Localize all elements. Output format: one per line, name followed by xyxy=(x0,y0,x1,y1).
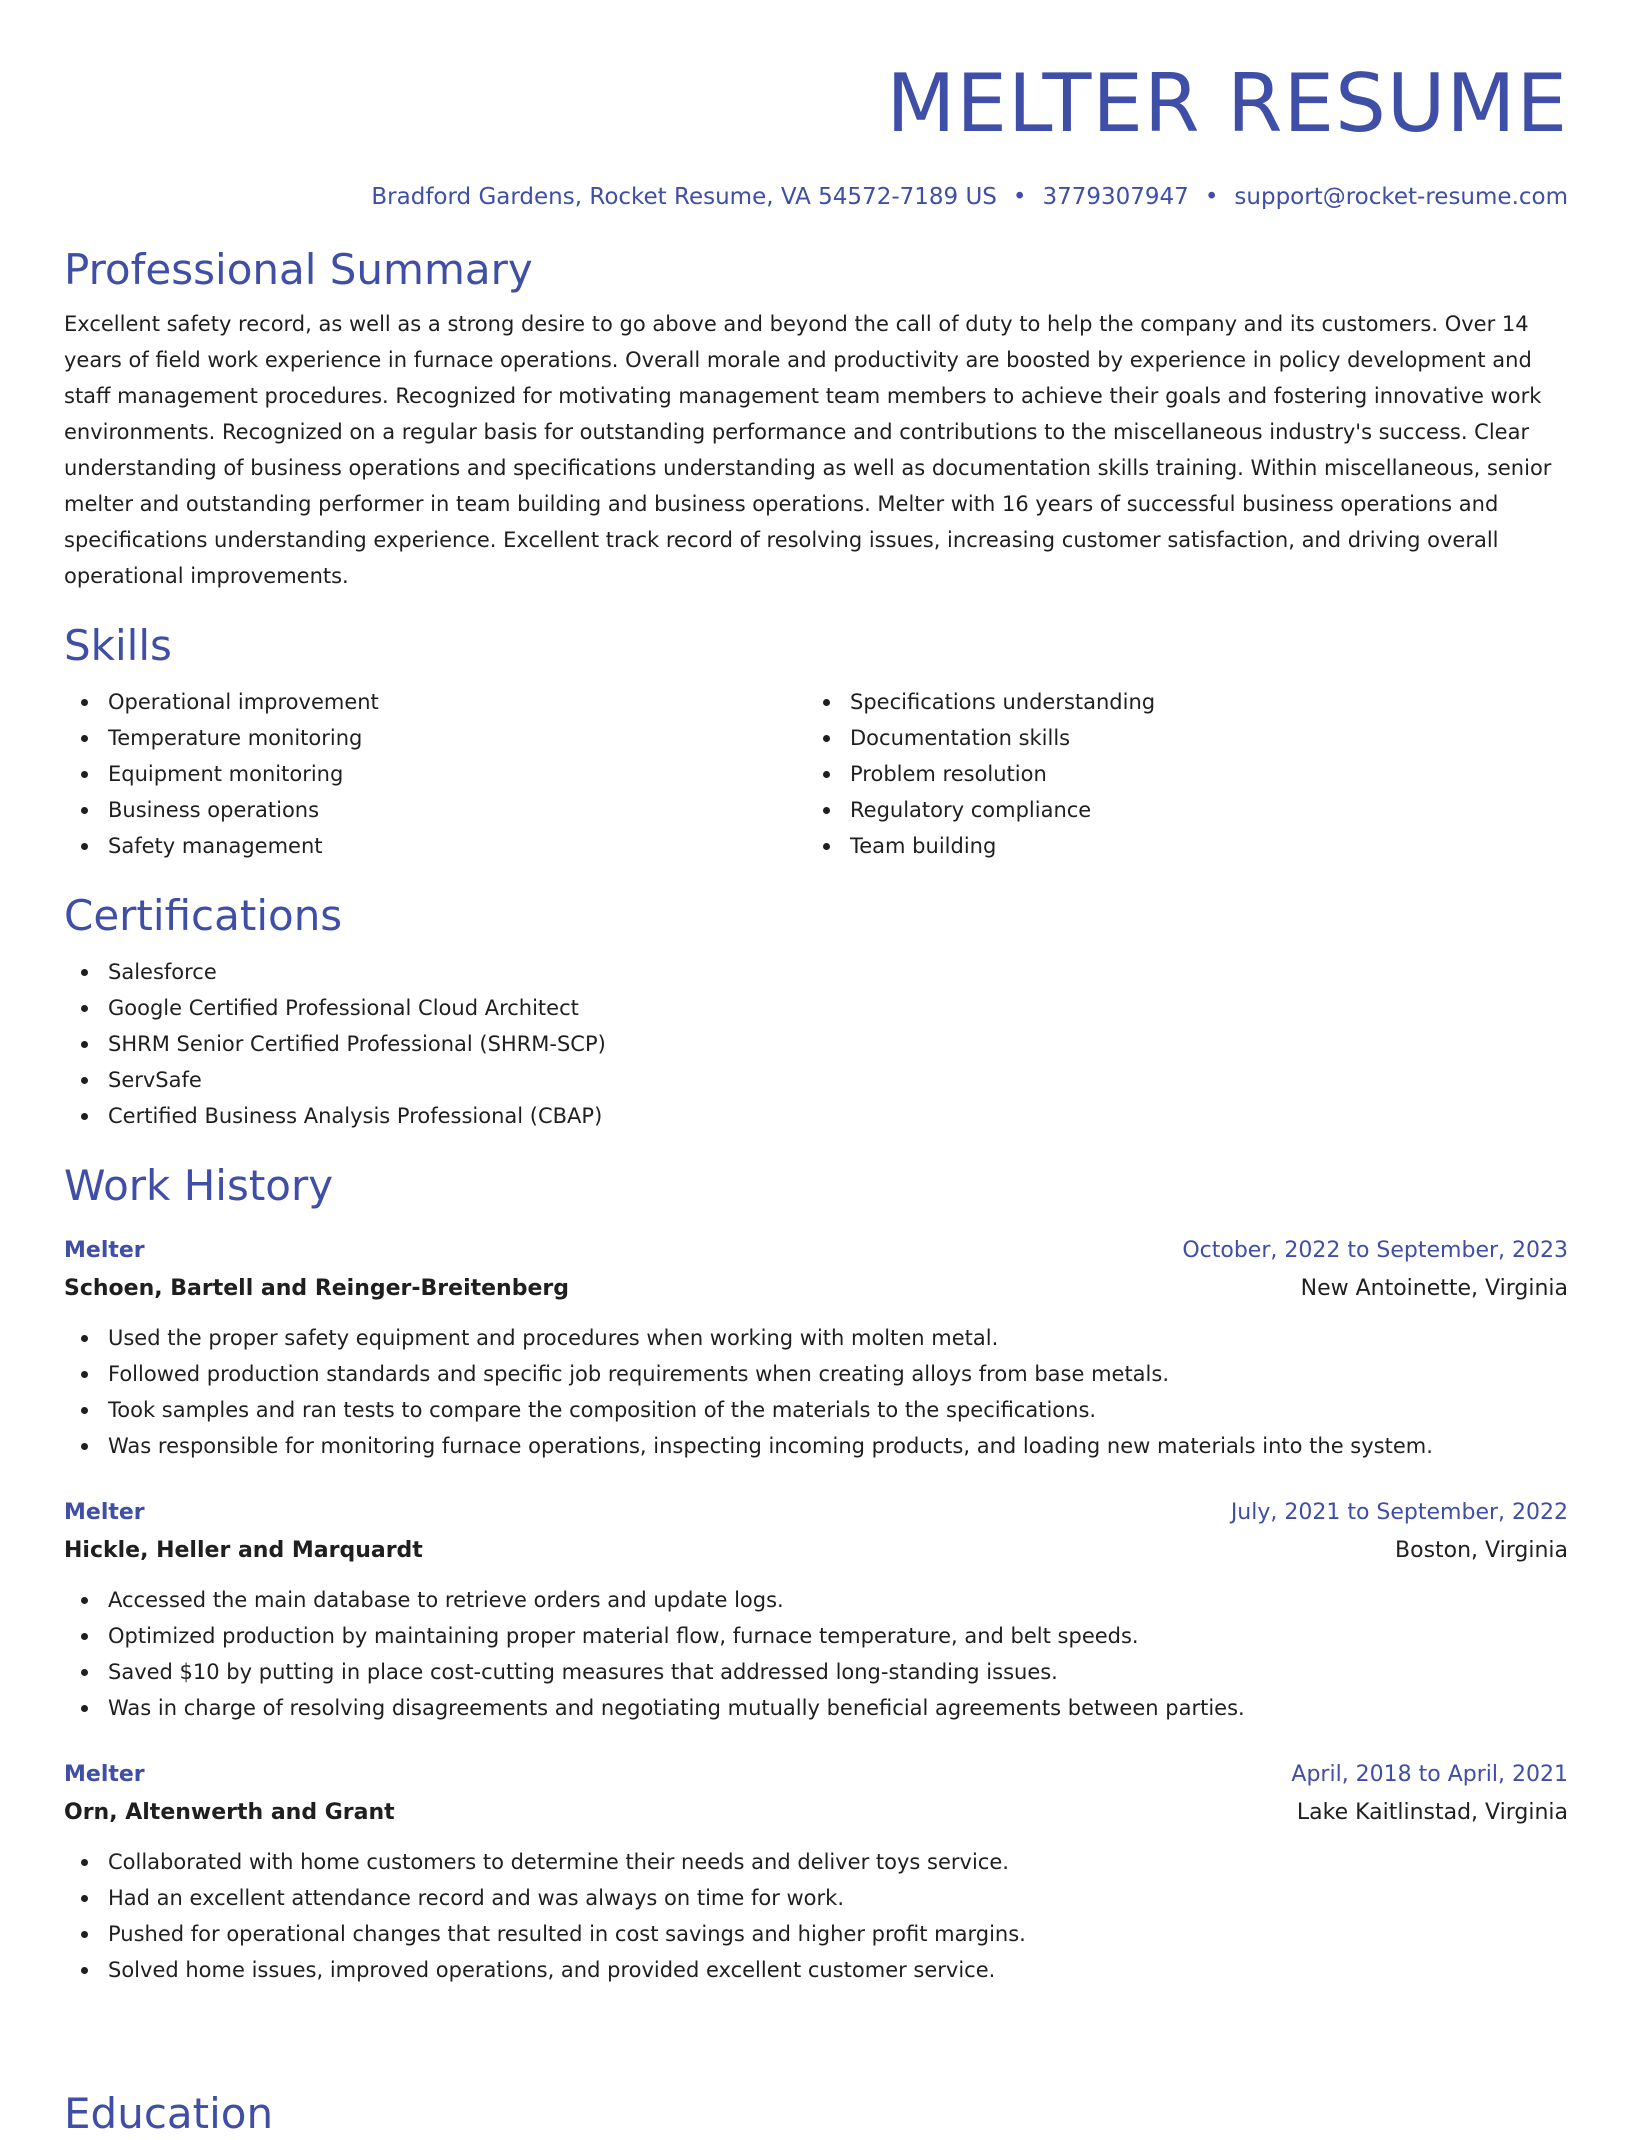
skill-item: Regulatory compliance xyxy=(806,792,1548,828)
job-company: Hickle, Heller and Marquardt xyxy=(64,1538,423,1563)
job-duty: Pushed for operational changes that resulted in cost savings and higher profit margins. xyxy=(64,1916,1568,1952)
certification-item: Salesforce xyxy=(64,954,1568,990)
work-history-heading: Work History xyxy=(64,1161,334,1210)
contact-phone: 3779307947 xyxy=(1042,184,1189,210)
certifications-list xyxy=(64,954,1568,1134)
certifications-heading: Certifications xyxy=(64,891,343,940)
contact-line xyxy=(64,180,1568,214)
job-duties-list xyxy=(64,1582,1568,1726)
job-location: New Antoinette, Virginia xyxy=(1300,1276,1568,1301)
job-duty: Took samples and ran tests to compare the composition of the materials to the specifications. xyxy=(64,1392,1568,1428)
resume-name: MELTER RESUME xyxy=(886,57,1568,150)
skills-heading: Skills xyxy=(64,621,172,670)
summary-heading: Professional Summary xyxy=(64,245,533,294)
skill-item: Problem resolution xyxy=(806,756,1548,792)
certification-item: Certified Business Analysis Professional (CBAP) xyxy=(64,1098,1568,1134)
job-entry xyxy=(64,1756,1568,1988)
job-dates: October, 2022 to September, 2023 xyxy=(1182,1238,1568,1263)
job-title: Melter xyxy=(64,1500,145,1525)
certification-item: SHRM Senior Certified Professional (SHRM-SCP) xyxy=(64,1026,1568,1062)
job-duty: Accessed the main database to retrieve orders and update logs. xyxy=(64,1582,1568,1618)
skill-item: Business operations xyxy=(64,792,806,828)
skill-item: Documentation skills xyxy=(806,720,1548,756)
job-duty: Was in charge of resolving disagreements and negotiating mutually beneficial agreements between parties. xyxy=(64,1690,1568,1726)
job-duty: Optimized production by maintaining proper material flow, furnace temperature, and belt speeds. xyxy=(64,1618,1568,1654)
contact-separator: • xyxy=(1012,184,1027,210)
job-duty: Collaborated with home customers to determine their needs and deliver toys service. xyxy=(64,1844,1568,1880)
skills-list-right xyxy=(806,684,1548,864)
job-duty: Saved $10 by putting in place cost-cutting measures that addressed long-standing issues. xyxy=(64,1654,1568,1690)
contact-address: Bradford Gardens, Rocket Resume, VA 54572-7189 US xyxy=(371,184,997,210)
summary-text: Excellent safety record, as well as a strong desire to go above and beyond the call of duty to help the company and its customers. Over 14 years of field work experience in furnace operations. Overall morale and productivity are boosted by experience in policy development and staff management procedures. Recognized for motivating management team members to achieve their goals and fostering innovative work environments. Recognized on a regular basis for outstanding performance and contributions to the miscellaneous industry's success. Clear understanding of business operations and specifications understanding as well as documentation skills training. Within miscellaneous, senior melter and outstanding performer in team building and business operations. Melter with 16 years of successful business operations and specifications understanding experience. Excellent track record of resolving issues, increasing customer satisfaction, and driving overall operational improvements. xyxy=(64,312,1552,588)
job-title-row xyxy=(64,1232,1568,1270)
job-dates: April, 2018 to April, 2021 xyxy=(1291,1762,1568,1787)
skills-columns xyxy=(64,684,1568,864)
job-company: Schoen, Bartell and Reinger-Breitenberg xyxy=(64,1276,569,1301)
education-heading: Education xyxy=(64,2089,274,2138)
job-company-row xyxy=(64,1794,1568,1832)
skill-item: Equipment monitoring xyxy=(64,756,806,792)
job-company: Orn, Altenwerth and Grant xyxy=(64,1800,395,1825)
skill-item: Operational improvement xyxy=(64,684,806,720)
job-duty: Solved home issues, improved operations, and provided excellent customer service. xyxy=(64,1952,1568,1988)
job-company-row xyxy=(64,1532,1568,1570)
job-duty: Used the proper safety equipment and procedures when working with molten metal. xyxy=(64,1320,1568,1356)
job-title: Melter xyxy=(64,1762,145,1787)
contact-separator: • xyxy=(1204,184,1219,210)
job-company-row xyxy=(64,1270,1568,1308)
skills-list-left xyxy=(64,684,806,864)
job-title-row xyxy=(64,1756,1568,1794)
job-title: Melter xyxy=(64,1238,145,1263)
skill-item: Specifications understanding xyxy=(806,684,1548,720)
job-entry xyxy=(64,1494,1568,1726)
certification-item: ServSafe xyxy=(64,1062,1568,1098)
skill-item: Team building xyxy=(806,828,1548,864)
job-duty: Had an excellent attendance record and was always on time for work. xyxy=(64,1880,1568,1916)
job-entry xyxy=(64,1232,1568,1464)
job-duty: Followed production standards and specific job requirements when creating alloys from base metals. xyxy=(64,1356,1568,1392)
job-dates: July, 2021 to September, 2022 xyxy=(1230,1500,1568,1525)
job-duties-list xyxy=(64,1320,1568,1464)
job-duties-list xyxy=(64,1844,1568,1988)
certification-item: Google Certified Professional Cloud Architect xyxy=(64,990,1568,1026)
contact-email[interactable]: support@rocket-resume.com xyxy=(1234,184,1568,210)
skill-item: Safety management xyxy=(64,828,806,864)
job-duty: Was responsible for monitoring furnace operations, inspecting incoming products, and loading new materials into the system. xyxy=(64,1428,1568,1464)
job-title-row xyxy=(64,1494,1568,1532)
job-location: Boston, Virginia xyxy=(1395,1538,1568,1563)
skill-item: Temperature monitoring xyxy=(64,720,806,756)
job-location: Lake Kaitlinstad, Virginia xyxy=(1296,1800,1568,1825)
